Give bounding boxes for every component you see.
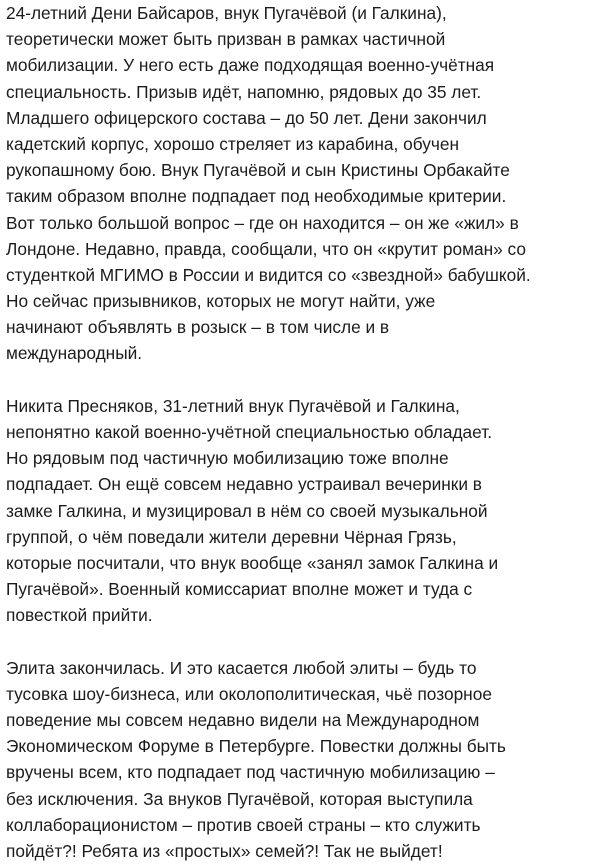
text-line: Но сейчас призывников, которых не могут найти, уже	[6, 291, 436, 312]
text-line: вручены всем, кто подпадает под частичную мобилизацию –	[6, 762, 495, 783]
paragraph-1	[6, 0, 601, 367]
text-line: тусовка шоу-бизнеса, или околополитическая, чьё позорное	[6, 683, 492, 704]
text-line: повесткой прийти.	[6, 605, 153, 626]
text-line: Лондоне. Недавно, правда, сообщали, что он «крутит роман» со	[6, 238, 526, 259]
text-line: Элита закончилась. И это касается любой элиты – будь то	[6, 657, 477, 678]
text-line: специальность. Призыв идёт, напомню, рядовых до 35 лет.	[6, 81, 482, 102]
text-line: рукопашному бою. Внук Пугачёвой и сын Кристины Орбакайте	[6, 160, 510, 181]
text-line: непонятно какой военно-учётной специальностью обладает.	[6, 422, 492, 442]
paragraph-gap	[6, 367, 601, 393]
text-line: начинают объявлять в розыск – в том числе и в	[6, 317, 390, 338]
text-line: пойдёт?! Ребята из «простых» семей?! Так не выйдет!	[6, 841, 443, 861]
paragraph-2	[6, 393, 601, 629]
text-line: кадетский корпус, хорошо стреляет из карабина, обучен	[6, 133, 460, 154]
text-line: Экономическом Форуме в Петербурге. Повестки должны быть	[6, 736, 506, 757]
text-line: международный.	[6, 343, 143, 364]
paragraph-gap	[6, 629, 601, 655]
text-line: 24-летний Дени Байсаров, внук Пугачёвой (и Галкина),	[6, 3, 447, 23]
text-line: без исключения. За внуков Пугачёвой, которая выступила	[6, 788, 473, 809]
text-line: замке Галкина, и музицировал в нём со своей музыкальной	[6, 500, 488, 521]
text-line: которые посчитали, что внук вообще «занял замок Галкина и	[6, 552, 499, 573]
text-line: группой, о чём поведали жители деревни Чёрная Грязь,	[6, 526, 457, 547]
text-line: Вот только большой вопрос – где он находится – он же «жил» в	[6, 212, 519, 233]
text-line: Младшего офицерского состава – до 50 лет. Дени закончил	[6, 107, 487, 128]
text-line: теоретически может быть призван в рамках частичной	[6, 29, 446, 50]
message-text	[6, 0, 601, 864]
text-line: студенткой МГИМО в России и видится со «звездной» бабушкой.	[6, 264, 531, 285]
text-line: мобилизации. У него есть даже подходящая военно-учётная	[6, 55, 495, 76]
text-line: поведение мы совсем недавно видели на Международном	[6, 710, 480, 731]
text-line: Никита Пресняков, 31-летний внук Пугачёвой и Галкина,	[6, 395, 460, 416]
text-line: Пугачёвой». Военный комиссариат вполне может и туда с	[6, 579, 473, 600]
text-line: коллаборационистом – против своей страны – кто служить	[6, 814, 481, 835]
text-line: Но рядовым под частичную мобилизацию тоже вполне	[6, 448, 449, 469]
text-line: таким образом вполне подпадает под необходимые критерии.	[6, 186, 507, 207]
text-line: подпадает. Он ещё совсем недавно устраивал вечеринки в	[6, 474, 482, 495]
paragraph-3	[6, 655, 601, 864]
